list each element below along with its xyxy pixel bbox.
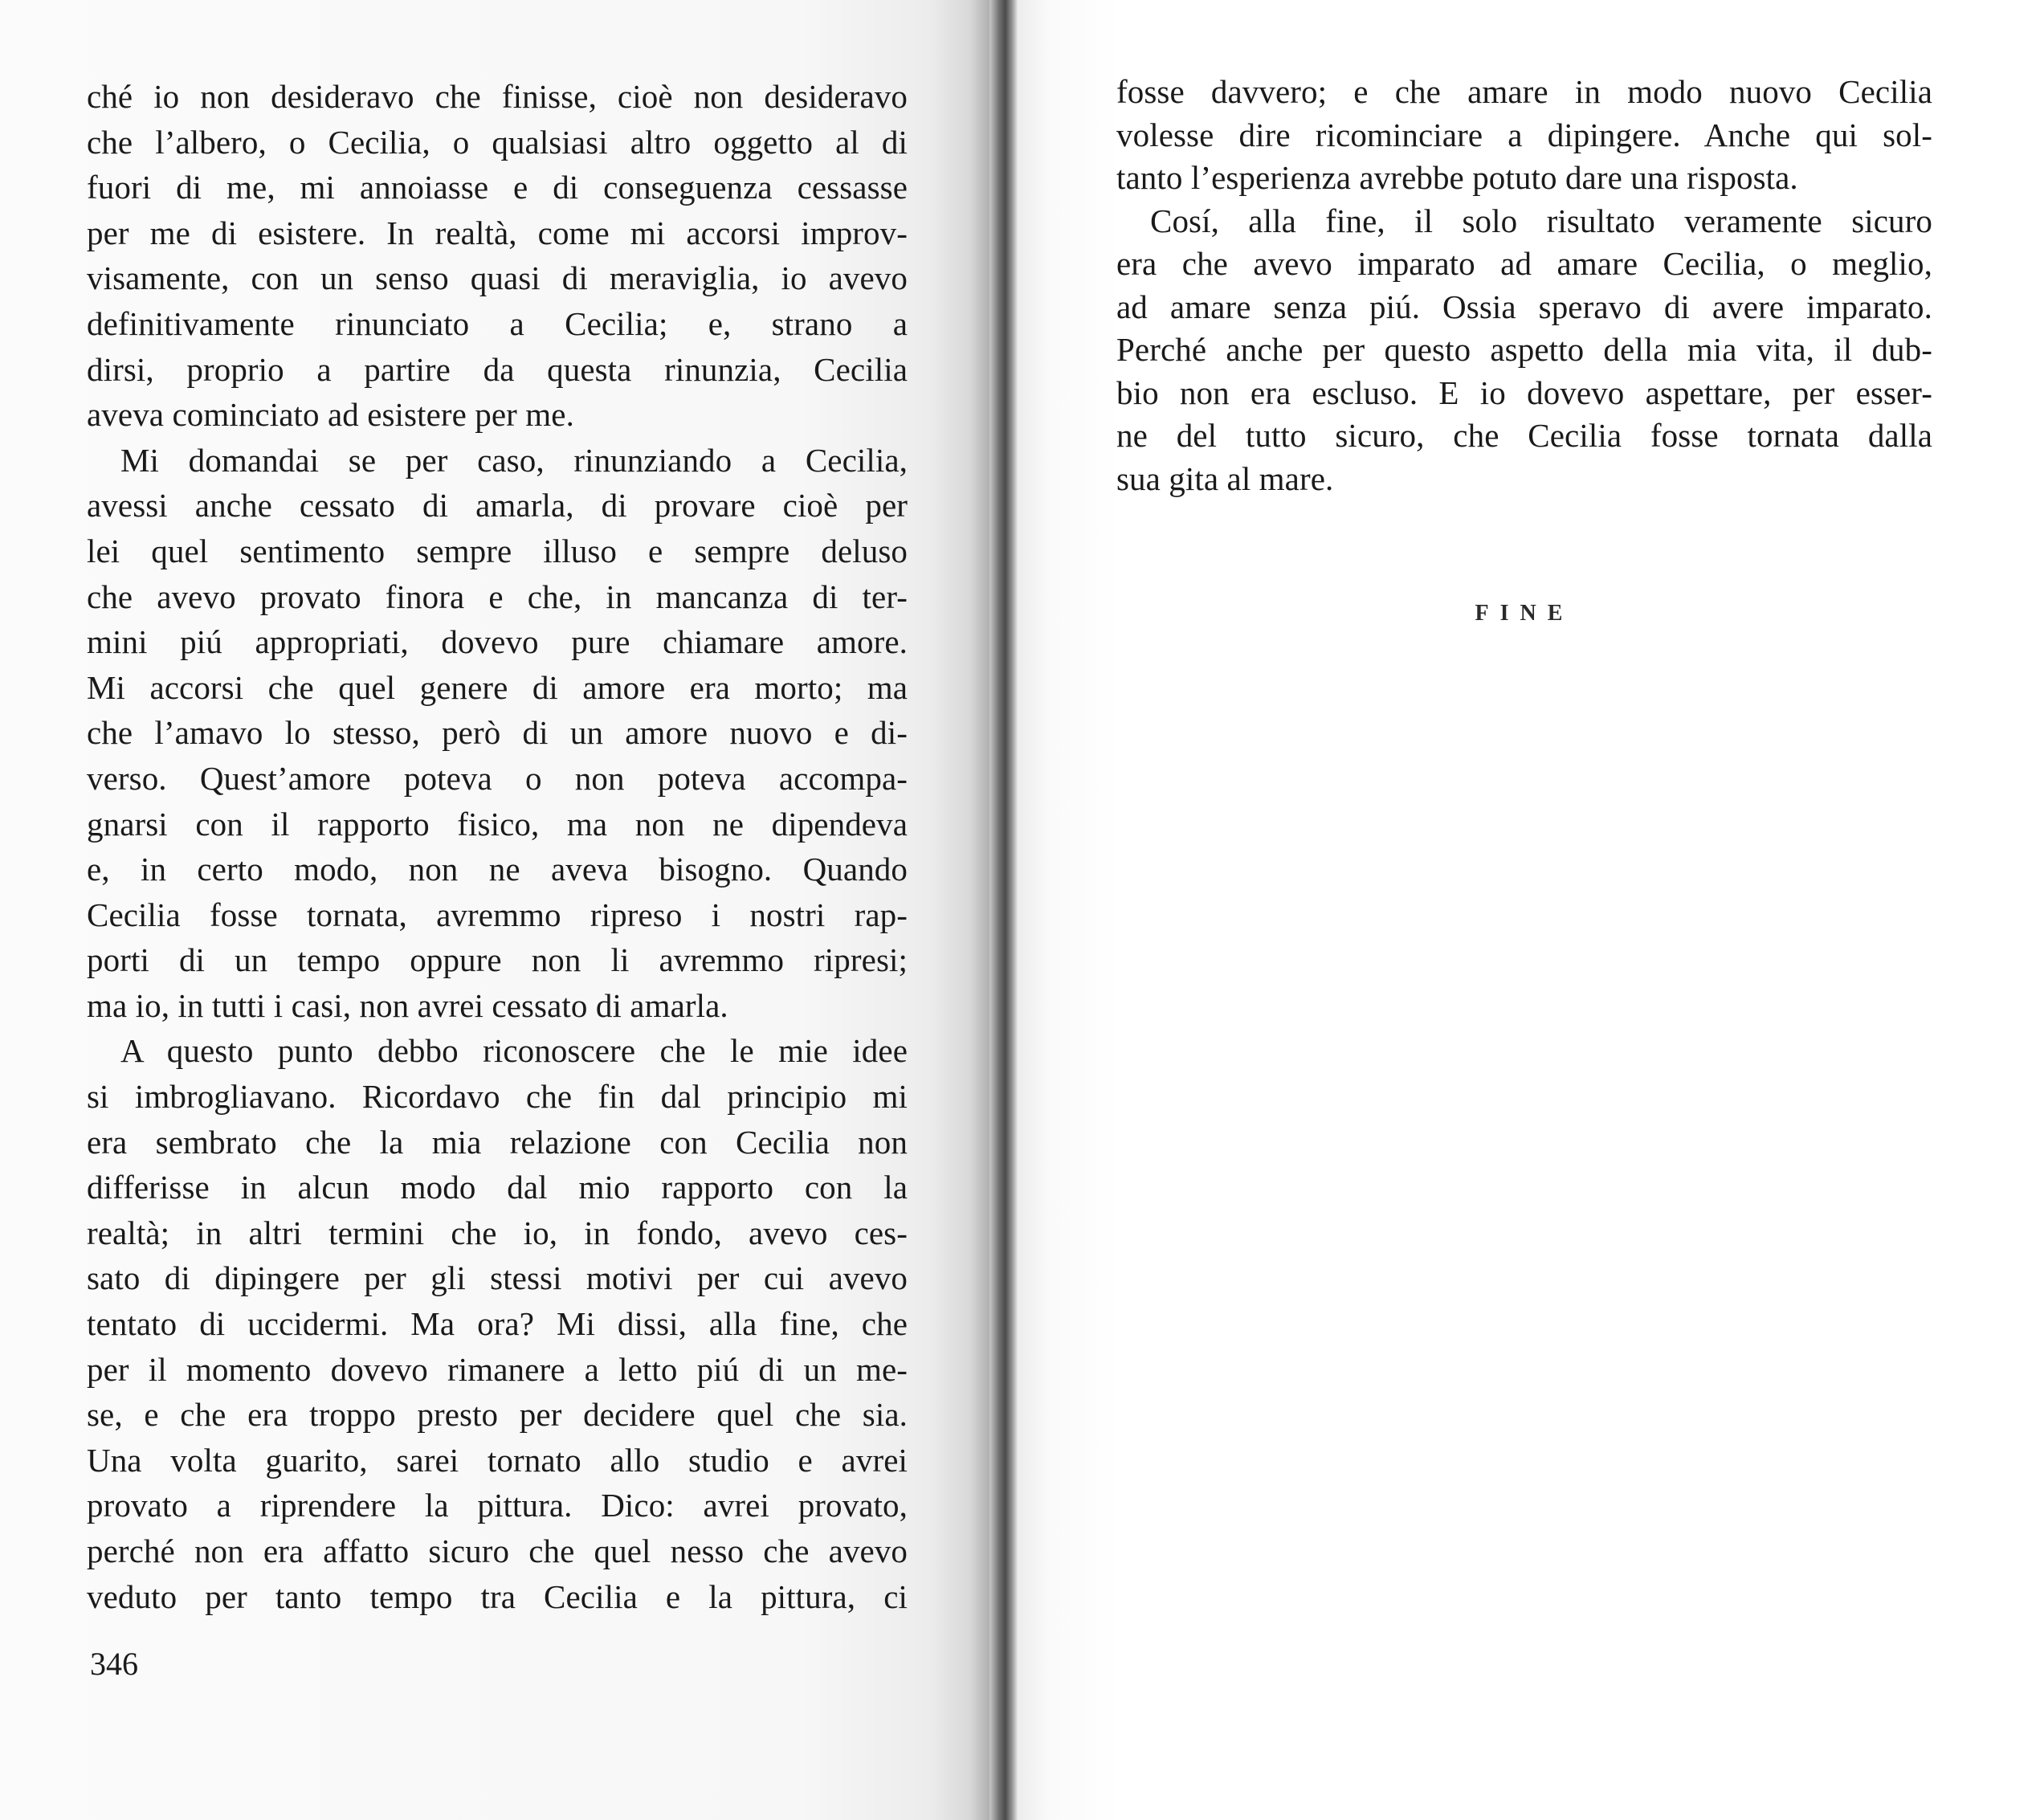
text-line: sato di dipingere per gli stessi motivi per cui avevo bbox=[87, 1259, 908, 1297]
text-line: che l’albero, o Cecilia, o qualsiasi altro oggetto al di bbox=[87, 123, 908, 161]
text-line: A questo punto debbo riconoscere che le mie idee bbox=[120, 1032, 908, 1070]
text-line: verso. Quest’amore poteva o non poteva accompa- bbox=[87, 759, 908, 797]
end-mark: FINE bbox=[1475, 601, 1574, 626]
text-line: ne del tutto sicuro, che Cecilia fosse tornata dalla bbox=[1116, 417, 1932, 454]
text-line: porti di un tempo oppure non li avremmo ripresi; bbox=[87, 941, 908, 979]
text-line: che avevo provato finora e che, in mancanza di ter- bbox=[87, 577, 908, 615]
text-line: ad amare senza piú. Ossia speravo di avere imparato. bbox=[1116, 288, 1932, 325]
text-line: e, in certo modo, non ne aveva bisogno. Quando bbox=[87, 851, 908, 888]
text-line: lei quel sentimento sempre illuso e sempre deluso bbox=[87, 532, 908, 569]
text-line: definitivamente rinunciato a Cecilia; e, strano a bbox=[87, 304, 908, 342]
text-line: ché io non desideravo che finisse, cioè non desideravo bbox=[87, 78, 908, 115]
text-line: visamente, con un senso quasi di meraviglia, io avevo bbox=[87, 259, 908, 297]
text-line: che l’amavo lo stesso, però di un amore nuovo e di- bbox=[87, 714, 908, 752]
right-text-column bbox=[1116, 71, 1932, 626]
text-line: tentato di uccidermi. Ma ora? Mi dissi, alla fine, che bbox=[87, 1305, 908, 1343]
text-line: realtà; in altri termini che io, in fondo, avevo ces- bbox=[87, 1214, 908, 1251]
text-line: bio non era escluso. E io dovevo aspettare, per esser- bbox=[1116, 373, 1932, 411]
book-gutter bbox=[989, 0, 1018, 1820]
text-line: volesse dire ricominciare a dipingere. Anche qui sol- bbox=[1116, 116, 1932, 153]
text-line: Mi accorsi che quel genere di amore era morto; ma bbox=[87, 668, 908, 706]
text-line: gnarsi con il rapporto fisico, ma non ne dipendeva bbox=[87, 805, 908, 843]
text-line: avessi anche cessato di amarla, di provare cioè per bbox=[87, 487, 908, 524]
text-line: Cosí, alla fine, il solo risultato veramente sicuro bbox=[1150, 202, 1932, 239]
text-line: Perché anche per questo aspetto della mia vita, il dub- bbox=[1116, 331, 1932, 368]
text-line: fosse davvero; e che amare in modo nuovo Cecilia bbox=[1116, 73, 1932, 110]
text-line: se, e che era troppo presto per decidere quel che sia. bbox=[87, 1396, 908, 1434]
text-line: fuori di me, mi annoiasse e di conseguenza cessasse bbox=[87, 169, 908, 206]
text-line: per il momento dovevo rimanere a letto piú di un me- bbox=[87, 1350, 908, 1388]
text-line: sua gita al mare. bbox=[1116, 459, 1334, 497]
text-line: Cecilia fosse tornata, avremmo ripreso i nostri rap- bbox=[87, 896, 908, 933]
page-number: 346 bbox=[90, 1646, 138, 1682]
text-line: provato a riprendere la pittura. Dico: avrei provato, bbox=[87, 1487, 908, 1524]
text-line: Una volta guarito, sarei tornato allo studio e avrei bbox=[87, 1441, 908, 1479]
text-line: perché non era affatto sicuro che quel nesso che avevo bbox=[87, 1532, 908, 1569]
text-line: veduto per tanto tempo tra Cecilia e la pittura, ci bbox=[87, 1577, 908, 1615]
text-line: era che avevo imparato ad amare Cecilia, o meglio, bbox=[1116, 245, 1932, 282]
left-page bbox=[0, 0, 1000, 1820]
text-line: per me di esistere. In realtà, come mi accorsi improv- bbox=[87, 214, 908, 251]
text-line: Mi domandai se per caso, rinunziando a Cecilia, bbox=[120, 441, 908, 479]
text-line: ma io, in tutti i casi, non avrei cessato di amarla. bbox=[87, 986, 728, 1024]
left-text-column bbox=[87, 74, 908, 1619]
text-line: aveva cominciato ad esistere per me. bbox=[87, 396, 574, 434]
text-line: si imbrogliavano. Ricordavo che fin dal principio mi bbox=[87, 1078, 908, 1116]
text-line: era sembrato che la mia relazione con Cecilia non bbox=[87, 1123, 908, 1161]
text-line: differisse in alcun modo dal mio rapporto con la bbox=[87, 1169, 908, 1206]
text-line: mini piú appropriati, dovevo pure chiamare amore. bbox=[87, 623, 908, 661]
text-line: dirsi, proprio a partire da questa rinunzia, Cecilia bbox=[87, 350, 908, 388]
right-page bbox=[1018, 0, 2040, 1820]
text-line: tanto l’esperienza avrebbe potuto dare una risposta. bbox=[1116, 159, 1798, 196]
